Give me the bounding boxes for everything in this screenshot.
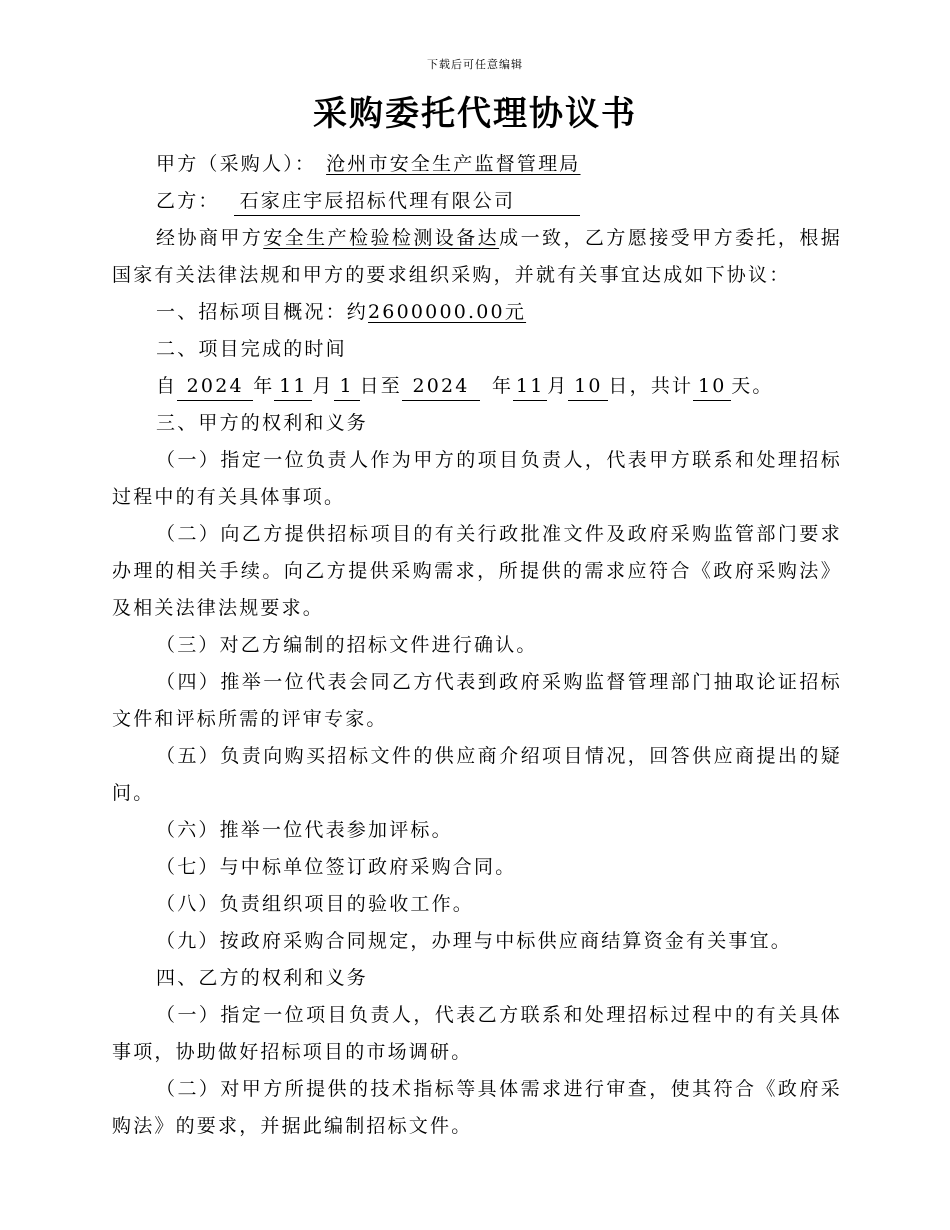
- section3-item: （五）负责向购买招标文件的供应商介绍项目情况，回答供应商提出的疑问。: [112, 745, 842, 804]
- document-body: [112, 146, 842, 1145]
- section1-label: 一、招标项目概况：约: [156, 301, 369, 323]
- end-month: 11: [513, 372, 547, 401]
- party-b-label: 乙方：: [156, 190, 220, 212]
- start-month: 11: [274, 372, 312, 401]
- section3-item: （三）对乙方编制的招标文件进行确认。: [156, 634, 538, 656]
- end-year: 2024: [402, 372, 480, 401]
- start-day: 1: [334, 372, 360, 401]
- month-label: 月: [312, 375, 334, 397]
- section4-item: （一）指定一位项目负责人，代表乙方联系和处理招标过程中的有关具体事项，协助做好招标项目的市场调研。: [112, 1004, 842, 1063]
- timeline-line: [112, 368, 842, 405]
- section3-item: （九）按政府采购合同规定，办理与中标供应商结算资金有关事宜。: [156, 930, 793, 952]
- section4-heading: 四、乙方的权利和义务: [156, 967, 369, 989]
- section2-heading: 二、项目完成的时间: [156, 338, 347, 360]
- day-to-label: 日至: [359, 375, 403, 397]
- intro-project: 安全生产检验检测设备达: [263, 227, 500, 249]
- days-unit: 天。: [731, 375, 774, 397]
- intro-part1: 经协商甲方: [156, 227, 264, 249]
- section4-item: （二）对甲方所提供的技术指标等具体需求进行审查，使其符合《政府采购法》的要求，并据此编制招标文件。: [112, 1078, 842, 1137]
- party-a-name: 沧州市安全生产监督管理局: [326, 153, 581, 175]
- section3-heading: 三、甲方的权利和义务: [156, 412, 369, 434]
- document-title: 采购委托代理协议书: [313, 94, 637, 134]
- party-b-name: 石家庄宇辰招标代理有限公司: [234, 187, 580, 216]
- section3-item: （二）向乙方提供招标项目的有关行政批准文件及政府采购监管部门要求办理的相关手续。向乙方提供采购需求，所提供的需求应符合《政府采购法》及相关法律法规要求。: [112, 523, 842, 619]
- party-a-line: [112, 146, 842, 183]
- day-total-label: 日，共计: [608, 375, 694, 397]
- header-note: 下载后可任意编辑: [427, 58, 523, 71]
- timeline-from: 自: [156, 375, 178, 397]
- section1-amount: 2600000.00元: [368, 301, 527, 323]
- section3-item: （八）负责组织项目的验收工作。: [156, 893, 475, 915]
- end-day: 10: [568, 372, 608, 401]
- intro-part2: 成一致，乙方愿接受甲方委托，根据国家有关法律法规和甲方的要求组织采购，并就有关事宜达成如下协议：: [112, 227, 842, 286]
- total-days: 10: [693, 372, 731, 401]
- section3-item: （七）与中标单位签订政府采购合同。: [156, 856, 517, 878]
- section3-item: （四）推举一位代表会同乙方代表到政府采购监督管理部门抽取论证招标文件和评标所需的评审专家。: [112, 671, 842, 730]
- start-year: 2024: [177, 372, 253, 401]
- section3-item: （一）指定一位负责人作为甲方的项目负责人，代表甲方联系和处理招标过程中的有关具体事项。: [112, 449, 842, 508]
- month2-label: 月: [547, 375, 569, 397]
- section1-line: [112, 294, 842, 331]
- party-b-line: [112, 183, 842, 220]
- section3-item: （六）推举一位代表参加评标。: [156, 819, 453, 841]
- party-a-label: 甲方（采购人）：: [156, 153, 317, 175]
- intro-paragraph: [112, 220, 842, 294]
- year2-label: 年: [492, 375, 514, 397]
- year-label: 年: [253, 375, 275, 397]
